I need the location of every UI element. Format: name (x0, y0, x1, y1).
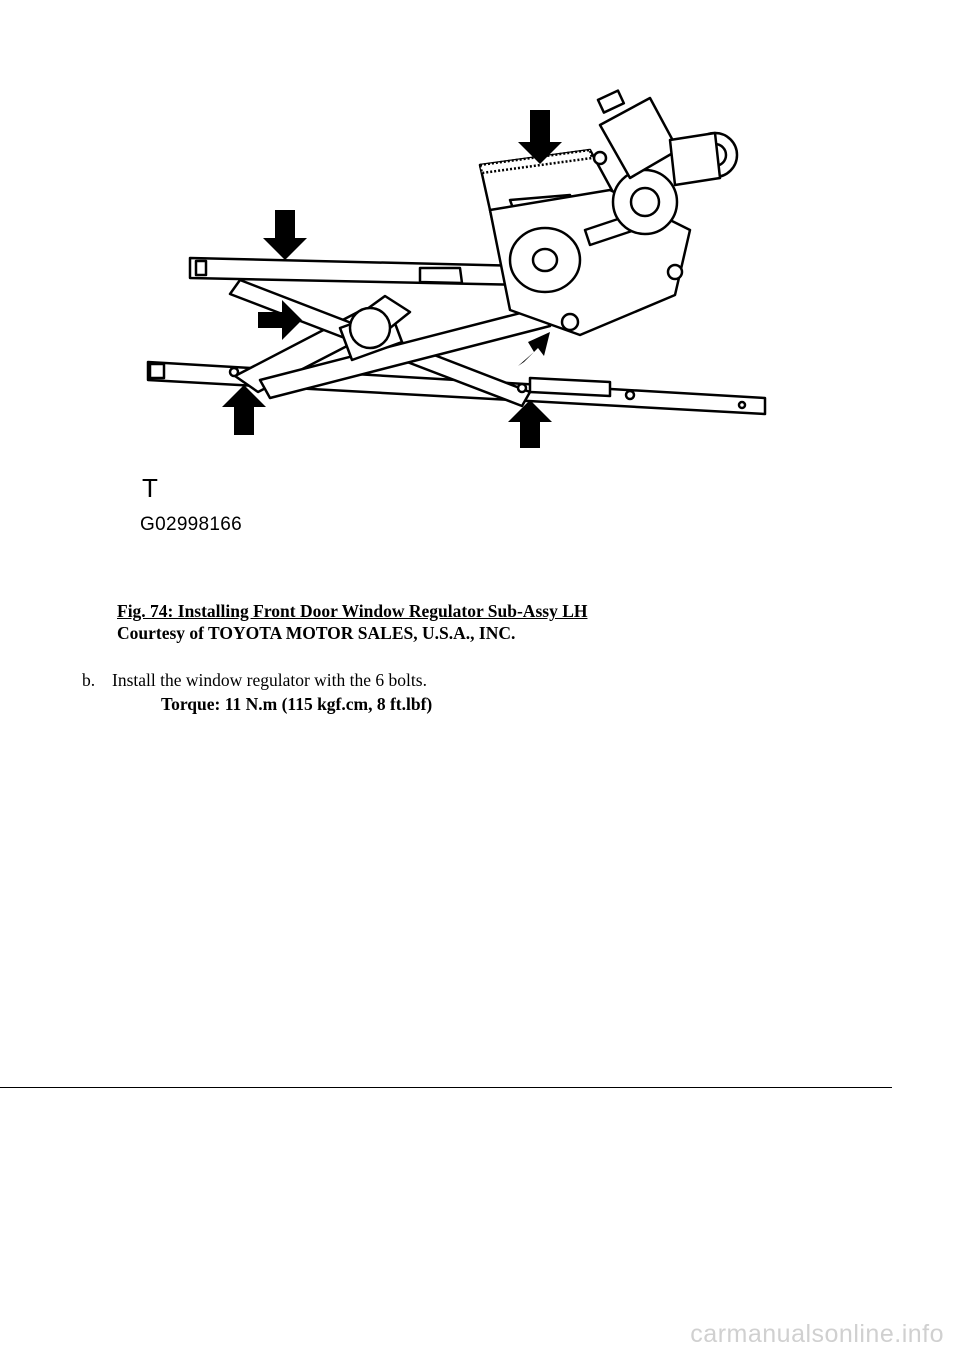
torque-spec: Torque: 11 N.m (115 kgf.cm, 8 ft.lbf) (161, 694, 433, 714)
figure-code: G02998166 (140, 514, 243, 535)
caption-title: Fig. 74: Installing Front Door Window Regulator Sub-Assy LH (117, 601, 588, 621)
step-label: b. (82, 670, 96, 690)
watermark: carmanualsonline.info (690, 1320, 944, 1348)
regulator-illustration (130, 80, 780, 470)
step-text: Install the window regulator with the 6 bolts. (112, 670, 427, 690)
caption-credit: Courtesy of TOYOTA MOTOR SALES, U.S.A., INC. (117, 623, 516, 643)
figure-marker: T (142, 473, 158, 503)
install-step (82, 670, 427, 691)
page-divider (0, 1087, 892, 1088)
figure-caption (117, 600, 587, 644)
window-regulator-icon (130, 80, 780, 470)
